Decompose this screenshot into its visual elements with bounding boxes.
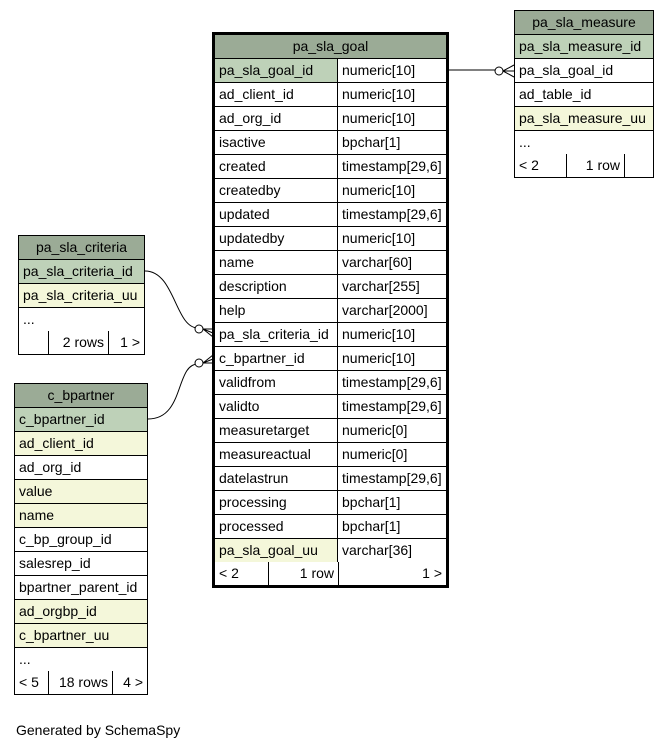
column-row[interactable] xyxy=(215,443,446,467)
column-row[interactable] xyxy=(215,395,446,419)
column-type: numeric[0] xyxy=(342,422,408,438)
parents-link[interactable]: < 2 xyxy=(515,154,567,177)
column-type: bpchar[1] xyxy=(342,134,401,150)
column-name: ... xyxy=(23,311,35,327)
column-list xyxy=(515,35,653,154)
column-type: varchar[255] xyxy=(342,278,420,294)
table-title[interactable]: c_bpartner xyxy=(15,384,147,408)
column-type: numeric[10] xyxy=(342,350,416,366)
column-type: numeric[10] xyxy=(342,230,416,246)
column-name: pa_sla_criteria_uu xyxy=(19,284,144,307)
table-title[interactable]: pa_sla_measure xyxy=(515,11,653,35)
column-list xyxy=(19,260,144,331)
parents-link[interactable]: < 2 xyxy=(215,562,269,585)
column-row[interactable] xyxy=(215,275,446,299)
column-row[interactable] xyxy=(215,251,446,275)
column-list xyxy=(15,408,147,671)
column-name: validfrom xyxy=(215,371,338,394)
table-footer xyxy=(19,331,144,354)
row-count: 1 row xyxy=(567,154,625,177)
column-name: description xyxy=(215,275,338,298)
column-row[interactable] xyxy=(215,83,446,107)
column-row[interactable] xyxy=(15,408,147,432)
column-row[interactable] xyxy=(215,539,446,562)
column-name: ... xyxy=(19,651,31,667)
column-type: timestamp[29,6] xyxy=(342,398,442,414)
column-type: varchar[60] xyxy=(342,254,413,270)
column-name: c_bpartner_id xyxy=(215,347,338,370)
column-name: ... xyxy=(519,134,531,150)
column-row[interactable] xyxy=(215,467,446,491)
column-row[interactable] xyxy=(15,576,147,600)
column-name: ad_org_id xyxy=(19,459,82,475)
row-count: 1 row xyxy=(269,562,339,585)
column-name: name xyxy=(215,251,338,274)
children-link[interactable] xyxy=(625,154,653,177)
column-type: timestamp[29,6] xyxy=(342,470,442,486)
column-row[interactable] xyxy=(215,323,446,347)
column-name: bpartner_parent_id xyxy=(19,579,138,595)
column-row[interactable] xyxy=(215,491,446,515)
column-name: processed xyxy=(215,515,338,538)
column-name: pa_sla_goal_uu xyxy=(215,539,338,562)
column-row[interactable] xyxy=(515,59,653,83)
column-name: pa_sla_measure_uu xyxy=(515,107,653,130)
column-type: bpchar[1] xyxy=(342,494,401,510)
column-row[interactable] xyxy=(15,624,147,648)
column-name: pa_sla_goal_id xyxy=(215,59,338,82)
column-name: ad_org_id xyxy=(215,107,338,130)
fk-circle-marker xyxy=(495,67,503,75)
table-pa-sla-measure[interactable] xyxy=(514,10,654,178)
column-row[interactable] xyxy=(215,155,446,179)
column-name: createdby xyxy=(215,179,338,202)
column-row[interactable] xyxy=(215,203,446,227)
column-row[interactable] xyxy=(215,107,446,131)
column-name: ad_client_id xyxy=(15,432,147,455)
column-name: pa_sla_goal_id xyxy=(519,62,614,78)
fk-circle-marker xyxy=(195,325,203,333)
table-pa-sla-goal[interactable] xyxy=(212,32,449,588)
column-row[interactable] xyxy=(215,179,446,203)
column-row[interactable] xyxy=(15,648,147,671)
column-row[interactable] xyxy=(15,552,147,576)
column-row[interactable] xyxy=(15,504,147,528)
column-type: timestamp[29,6] xyxy=(342,158,442,174)
column-name: processing xyxy=(215,491,338,514)
generated-by-text: Generated by SchemaSpy xyxy=(16,722,181,738)
table-pa-sla-criteria[interactable] xyxy=(18,235,145,355)
column-row[interactable] xyxy=(15,432,147,456)
column-name: measureactual xyxy=(215,443,338,466)
column-type: timestamp[29,6] xyxy=(342,206,442,222)
column-row[interactable] xyxy=(515,83,653,107)
parents-link[interactable] xyxy=(19,331,49,354)
row-count: 2 rows xyxy=(49,331,109,354)
parents-link[interactable]: < 5 xyxy=(15,671,49,694)
column-row[interactable] xyxy=(19,260,144,284)
column-row[interactable] xyxy=(215,347,446,371)
column-name: updated xyxy=(215,203,338,226)
column-name: salesrep_id xyxy=(19,555,91,571)
column-name: created xyxy=(215,155,338,178)
table-footer xyxy=(215,562,446,585)
column-row[interactable] xyxy=(19,308,144,331)
column-name: pa_sla_criteria_id xyxy=(215,323,338,346)
column-name: help xyxy=(215,299,338,322)
column-row[interactable] xyxy=(19,284,144,308)
column-row[interactable] xyxy=(15,600,147,624)
column-name: ad_table_id xyxy=(519,86,592,102)
column-type: numeric[10] xyxy=(342,182,416,198)
column-row[interactable] xyxy=(515,35,653,59)
column-row[interactable] xyxy=(215,299,446,323)
row-count: 18 rows xyxy=(49,671,113,694)
column-row[interactable] xyxy=(15,480,147,504)
column-list xyxy=(215,59,446,562)
column-name: c_bpartner_id xyxy=(15,408,147,431)
column-type: timestamp[29,6] xyxy=(342,374,442,390)
column-name: updatedby xyxy=(215,227,338,250)
column-row[interactable] xyxy=(215,515,446,539)
column-name: value xyxy=(15,480,147,503)
fk-line-goal-criteria xyxy=(145,271,198,328)
column-name: isactive xyxy=(215,131,338,154)
column-row[interactable] xyxy=(15,528,147,552)
column-name: validto xyxy=(215,395,338,418)
column-type: bpchar[1] xyxy=(342,518,401,534)
column-name: name xyxy=(15,504,147,527)
table-title[interactable]: pa_sla_criteria xyxy=(19,236,144,260)
table-title[interactable]: pa_sla_goal xyxy=(215,35,446,59)
column-type: varchar[36] xyxy=(342,542,413,558)
table-footer xyxy=(515,154,653,177)
column-row[interactable] xyxy=(215,371,446,395)
children-link[interactable]: 4 > xyxy=(123,674,143,690)
column-name: datelastrun xyxy=(215,467,338,490)
column-name: measuretarget xyxy=(215,419,338,442)
column-row[interactable] xyxy=(215,131,446,155)
table-footer xyxy=(15,671,147,694)
column-row[interactable] xyxy=(215,419,446,443)
column-type: numeric[10] xyxy=(342,110,416,126)
children-link[interactable]: 1 > xyxy=(120,334,140,350)
column-type: varchar[2000] xyxy=(342,302,428,318)
column-name: ad_client_id xyxy=(215,83,338,106)
children-link[interactable]: 1 > xyxy=(422,565,442,581)
fk-line-goal-bpartner xyxy=(148,364,198,419)
column-name: pa_sla_criteria_id xyxy=(19,260,144,283)
column-row[interactable] xyxy=(15,456,147,480)
column-name: c_bp_group_id xyxy=(19,531,112,547)
fk-crowfoot-marker xyxy=(503,65,514,77)
column-type: numeric[10] xyxy=(342,62,416,78)
column-name: ad_orgbp_id xyxy=(15,600,147,623)
column-row[interactable] xyxy=(515,107,653,131)
column-type: numeric[10] xyxy=(342,326,416,342)
column-name: pa_sla_measure_id xyxy=(515,35,653,58)
table-c-bpartner[interactable] xyxy=(14,383,148,695)
column-row[interactable] xyxy=(515,131,653,154)
column-type: numeric[10] xyxy=(342,86,416,102)
column-row[interactable] xyxy=(215,59,446,83)
fk-circle-marker xyxy=(195,359,203,367)
column-row[interactable] xyxy=(215,227,446,251)
column-type: numeric[0] xyxy=(342,446,408,462)
column-name: c_bpartner_uu xyxy=(15,624,147,647)
